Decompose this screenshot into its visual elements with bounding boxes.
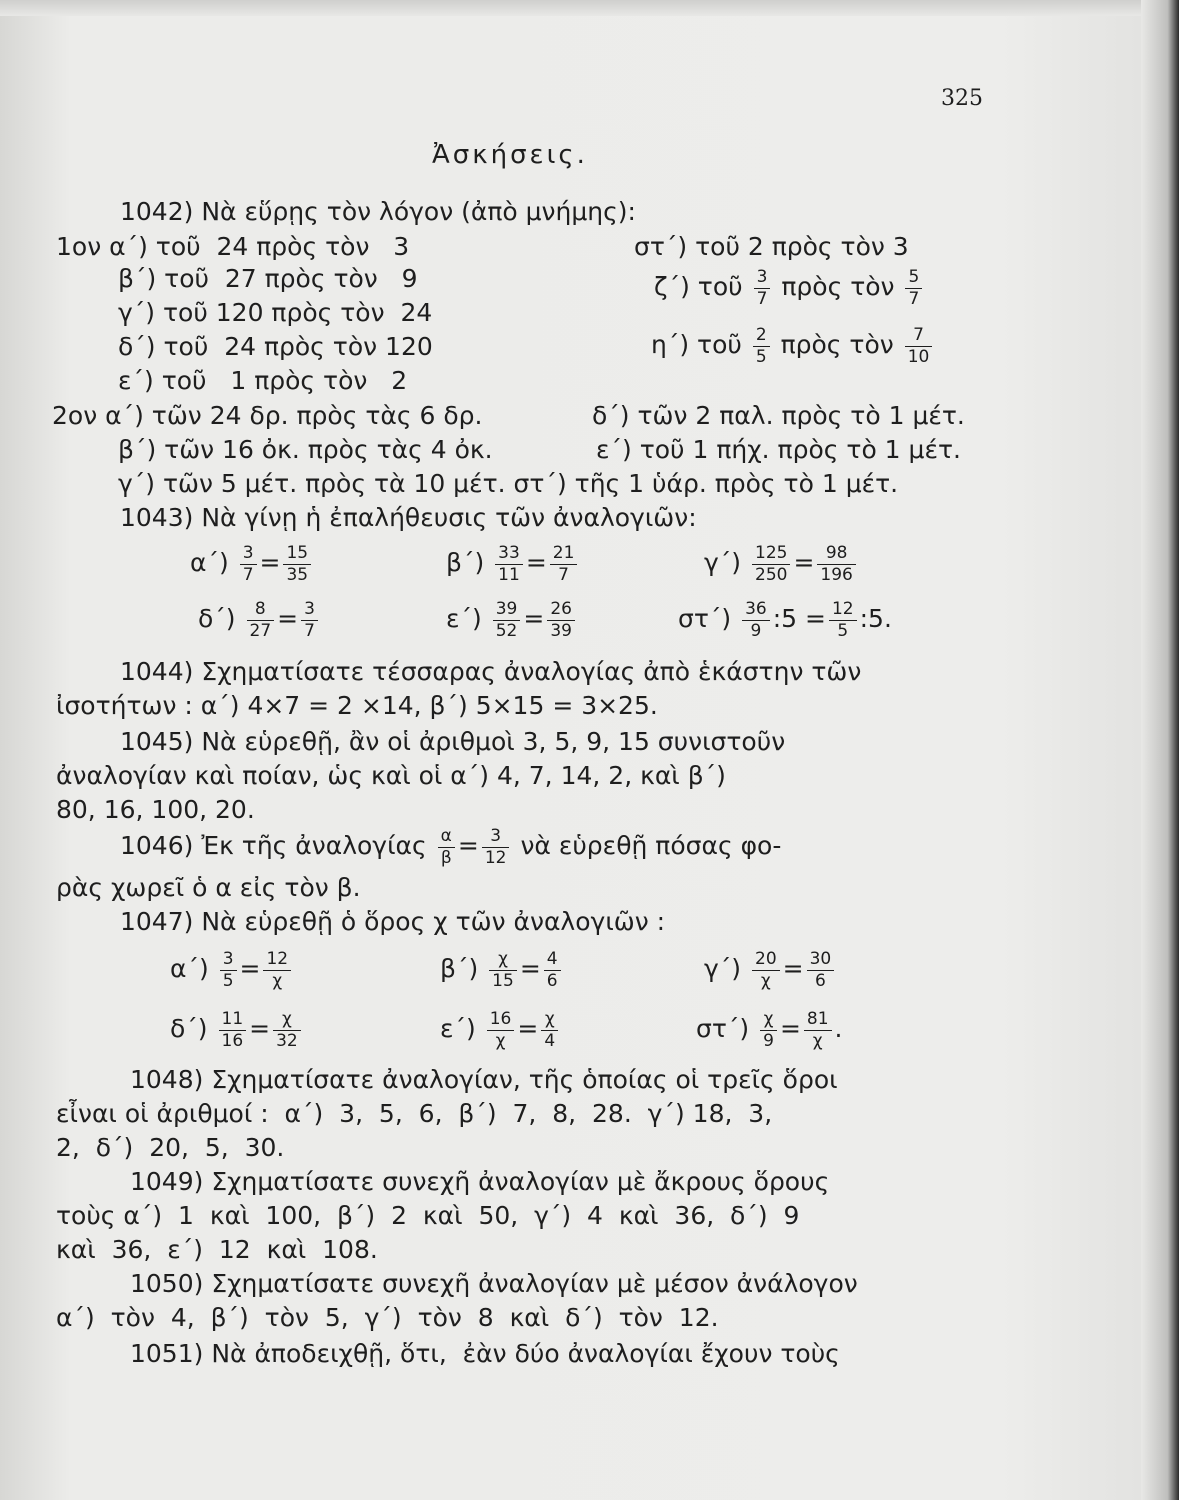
numerator: 4 <box>544 951 561 971</box>
fraction <box>273 1008 301 1051</box>
exercise-1043-e: ε΄) $\frac{39}{52}$ = $\frac{26}{39}$ <box>446 594 578 644</box>
denominator: χ <box>812 1030 823 1051</box>
numerator: 33 <box>495 545 523 565</box>
numerator: 36 <box>742 601 770 621</box>
fraction <box>752 948 780 991</box>
item-label: α΄) <box>170 954 209 983</box>
denominator: 5 <box>755 346 767 367</box>
exercise-1044-line2: ἰσοτήτων : α΄) 4×7 = 2 ×14, β΄) 5×15 = 3×25. <box>56 691 658 720</box>
exercise-1042-2e: ε΄) τοῦ 1 πήχ. πρὸς τὸ 1 μέτ. <box>596 435 961 464</box>
exercise-1043-d: δ΄) $\frac{8}{27}$ = $\frac{3}{7}$ <box>198 594 321 644</box>
book-edge <box>1141 0 1179 1500</box>
exercise-1045-line3: 80, 16, 100, 20. <box>56 795 255 824</box>
fraction <box>263 948 291 991</box>
numerator: 7 <box>905 327 933 347</box>
numerator: 98 <box>817 545 855 565</box>
item-label: ε΄) <box>440 1014 476 1043</box>
denominator: 5 <box>837 620 849 641</box>
numerator: 3 <box>482 828 510 848</box>
exercise-1047-b: β΄) $\frac{\chi}{15}$ = $\frac{4}{6}$ <box>440 944 564 994</box>
denominator: 32 <box>276 1030 298 1051</box>
denominator: 6 <box>815 970 826 991</box>
denominator: 4 <box>544 1030 556 1051</box>
numerator: 81 <box>804 1011 832 1031</box>
fraction <box>550 542 578 585</box>
numerator: 125 <box>752 545 790 565</box>
exercise-1042-d: δ΄) τοῦ 24 πρὸς τὸν 120 <box>118 332 433 361</box>
denominator: 10 <box>907 346 930 367</box>
exercise-1042-2d: δ΄) τῶν 2 παλ. πρὸς τὸ 1 μέτ. <box>592 401 965 430</box>
numerator: 3 <box>220 951 237 971</box>
denominator: 11 <box>498 564 520 585</box>
exercise-1042-st: στ΄) τοῦ 2 πρὸς τὸν 3 <box>634 232 909 261</box>
denominator: 52 <box>495 620 518 641</box>
fraction <box>495 542 523 585</box>
page-title: Ἀσκήσεις. <box>432 140 588 170</box>
exercise-1045-line2: ἀναλογίαν καὶ ποίαν, ὡς καὶ οἱ α΄) 4, 7, 14, 2, καὶ β΄) <box>56 761 726 790</box>
item-label: στ΄) <box>678 604 732 633</box>
fraction <box>301 598 318 641</box>
denominator: β <box>440 847 452 868</box>
denominator: 6 <box>546 970 558 991</box>
exercise-1044-line1: 1044) Σχηματίσατε τέσσαρας ἀναλογίας ἀπὸ ἑκάστην τῶν <box>120 657 862 686</box>
exercise-1047-st: στ΄) $\frac{\chi}{9}$ = $\frac{81}{\chi}$ . <box>696 1008 843 1051</box>
denominator: 27 <box>249 620 272 641</box>
denominator: 12 <box>484 847 507 868</box>
denominator: 9 <box>763 1030 774 1051</box>
denominator: 7 <box>558 564 569 585</box>
exercise-1042-h-mid: πρὸς τὸν <box>780 330 894 359</box>
fraction <box>905 266 922 309</box>
exercise-1042-z-mid: πρὸς τὸν <box>781 272 895 301</box>
exercise-1048-line2: εἶναι οἱ ἀριθμοί : α΄) 3, 5, 6, β΄) 7, 8, 28. γ΄) 18, 3, <box>56 1099 773 1128</box>
numerator: 5 <box>905 269 922 289</box>
numerator: 3 <box>301 601 318 621</box>
exercise-1048-line3: 2, δ΄) 20, 5, 30. <box>56 1133 285 1162</box>
item-label: στ΄) <box>696 1014 750 1043</box>
exercise-1049-line2: τοὺς α΄) 1 καὶ 100, β΄) 2 καὶ 50, γ΄) 4 καὶ 36, δ΄) 9 <box>56 1201 800 1230</box>
exercise-1043-st <box>678 594 892 644</box>
numerator: 39 <box>493 601 521 621</box>
fraction <box>752 542 790 585</box>
numerator: 2 <box>753 327 770 347</box>
fraction <box>489 948 517 991</box>
exercise-1042-h <box>651 322 935 368</box>
exercise-1046-line2: ρὰς χωρεῖ ὁ α εἰς τὸν β. <box>56 873 361 902</box>
denominator: χ <box>272 970 283 991</box>
exercise-1042-z-label: ζ΄) τοῦ <box>654 272 743 301</box>
exercise-1042-e: ε΄) τοῦ 1 πρὸς τὸν 2 <box>118 366 408 395</box>
exercise-1047-d: δ΄) $\frac{11}{16}$ = $\frac{\chi}{32}$ <box>170 1004 304 1054</box>
page-top-shadow <box>0 0 1179 16</box>
exercise-1042-c: γ΄) τοῦ 120 πρὸς τὸν 24 <box>118 298 433 327</box>
exercise-1046-line1: 1046) Ἐκ τῆς ἀναλογίας $\frac{\alpha}{\beta}$ = $\frac{3}{12}$ νὰ εὑρεθῇ πόσας φο- <box>120 825 782 868</box>
numerator: 15 <box>283 545 311 565</box>
exercise-1042-h-label: η΄) τοῦ <box>651 330 742 359</box>
item-mid: :5 = <box>772 604 826 633</box>
denominator: 196 <box>820 564 853 585</box>
item-label: ε΄) <box>446 604 482 633</box>
denominator: 7 <box>756 288 768 309</box>
exercise-1042-b: β΄) τοῦ 27 πρὸς τὸν 9 <box>118 264 418 293</box>
exercise-1047-c: γ΄) $\frac{20}{\chi}$ = $\frac{30}{6}$ <box>704 944 837 994</box>
denominator: 7 <box>242 564 254 585</box>
fraction <box>541 1008 558 1051</box>
item-label: γ΄) <box>704 548 742 577</box>
denominator: 16 <box>221 1030 244 1051</box>
exercise-1050-line2: α΄) τὸν 4, β΄) τὸν 5, γ΄) τὸν 8 καὶ δ΄) τὸν 12. <box>56 1303 719 1332</box>
fraction <box>493 598 521 641</box>
fraction <box>219 1008 247 1051</box>
numerator: 26 <box>547 601 575 621</box>
numerator: 12 <box>263 951 291 971</box>
numerator: χ <box>273 1011 301 1031</box>
fraction <box>804 1008 832 1051</box>
numerator: 3 <box>754 269 771 289</box>
exercise-1042-2c: γ΄) τῶν 5 μέτ. πρὸς τὰ 10 μέτ. στ΄) τῆς 1 ὑάρ. πρὸς τὸ 1 μέτ. <box>118 469 899 498</box>
item-label: β΄) <box>440 954 479 983</box>
numerator: χ <box>760 1011 777 1031</box>
exercise-1042-intro: 1042) Νὰ εὕρῃς τὸν λόγον (ἀπὸ μνήμης): <box>120 197 636 226</box>
denominator: 15 <box>492 970 514 991</box>
fraction <box>829 598 857 641</box>
denominator: 7 <box>304 620 315 641</box>
exercise-1049-line3: καὶ 36, ε΄) 12 καὶ 108. <box>56 1235 378 1264</box>
denominator: 35 <box>286 564 309 585</box>
denominator: 250 <box>755 564 788 585</box>
exercise-1049-line1: 1049) Σχηματίσατε συνεχῆ ἀναλογίαν μὲ ἄκρους ὅρους <box>130 1167 830 1196</box>
exercise-1047-a: α΄) $\frac{3}{5}$ = $\frac{12}{\chi}$ <box>170 944 294 994</box>
exercise-1045-line1: 1045) Νὰ εὑρεθῇ, ἂν οἱ ἀριθμοὶ 3, 5, 9, 15 συνιστοῦν <box>120 727 786 756</box>
numerator: α <box>438 828 455 848</box>
exercise-1042-2a: 2ον α΄) τῶν 24 δρ. πρὸς τὰς 6 δρ. <box>52 401 483 430</box>
fraction <box>283 542 311 585</box>
item-label: α΄) <box>190 548 229 577</box>
item-label: β΄) <box>446 548 485 577</box>
fraction <box>742 598 770 641</box>
exercise-1043-b: β΄) $\frac{33}{11}$ = $\frac{21}{7}$ <box>446 538 580 588</box>
item-tail: :5. <box>859 604 892 633</box>
exercise-1048-line1: 1048) Σχηματίσατε ἀναλογίαν, τῆς ὁποίας οἱ τρεῖς ὅροι <box>130 1065 838 1094</box>
numerator: 11 <box>219 1011 247 1031</box>
numerator: χ <box>489 951 517 971</box>
denominator: 9 <box>750 620 762 641</box>
numerator: 20 <box>752 951 780 971</box>
denominator: χ <box>760 970 771 991</box>
numerator: 16 <box>487 1011 515 1031</box>
exercise-1042-z <box>654 264 925 310</box>
denominator: 39 <box>550 620 572 641</box>
denominator: 5 <box>222 970 234 991</box>
fraction <box>905 324 933 367</box>
denominator: χ <box>495 1030 506 1051</box>
numerator: 21 <box>550 545 578 565</box>
fraction <box>817 542 855 585</box>
page-number: 325 <box>941 86 983 111</box>
exercise-1046-post: νὰ εὑρεθῇ πόσας φο- <box>520 831 782 860</box>
fraction <box>240 542 257 585</box>
fraction <box>544 948 561 991</box>
numerator: 8 <box>247 601 275 621</box>
fraction <box>487 1008 515 1051</box>
exercise-1043-a: α΄) $\frac{3}{7}$ = $\frac{15}{35}$ <box>190 538 314 588</box>
item-tail: . <box>834 1014 843 1043</box>
exercise-1050-line1: 1050) Σχηματίσατε συνεχῆ ἀναλογίαν μὲ μέσον ἀνάλογον <box>130 1269 858 1298</box>
fraction <box>220 948 237 991</box>
item-label: δ΄) <box>170 1014 208 1043</box>
fraction <box>482 825 510 868</box>
exercise-1043-c: γ΄) $\frac{125}{250}$ = $\frac{98}{196}$ <box>704 538 859 588</box>
fraction <box>754 266 771 309</box>
exercise-1042-2b: β΄) τῶν 16 ὀκ. πρὸς τὰς 4 ὀκ. <box>118 435 493 464</box>
numerator: χ <box>541 1011 558 1031</box>
fraction <box>753 324 770 367</box>
fraction <box>438 825 455 868</box>
exercise-1051-line1: 1051) Νὰ ἀποδειχθῇ, ὅτι, ἐὰν δύο ἀναλογίαι ἔχουν τοὺς <box>130 1339 840 1368</box>
fraction <box>247 598 275 641</box>
numerator: 3 <box>240 545 257 565</box>
numerator: 30 <box>807 951 835 971</box>
fraction <box>760 1008 777 1051</box>
exercise-1043-intro: 1043) Νὰ γίνῃ ἡ ἐπαλήθευσις τῶν ἀναλογιῶν: <box>120 503 697 532</box>
exercise-1047-intro: 1047) Νὰ εὑρεθῇ ὁ ὅρος χ τῶν ἀναλογιῶν : <box>120 907 666 936</box>
fraction <box>807 948 835 991</box>
numerator: 12 <box>829 601 857 621</box>
item-label: γ΄) <box>704 954 742 983</box>
exercise-1042-a: 1ον α΄) τοῦ 24 πρὸς τὸν 3 <box>56 232 410 261</box>
item-label: δ΄) <box>198 604 236 633</box>
exercise-1046-pre: 1046) Ἐκ τῆς ἀναλογίας <box>120 831 427 860</box>
fraction <box>547 598 575 641</box>
exercise-1047-e: ε΄) $\frac{16}{\chi}$ = $\frac{\chi}{4}$ <box>440 1004 561 1054</box>
denominator: 7 <box>908 288 920 309</box>
